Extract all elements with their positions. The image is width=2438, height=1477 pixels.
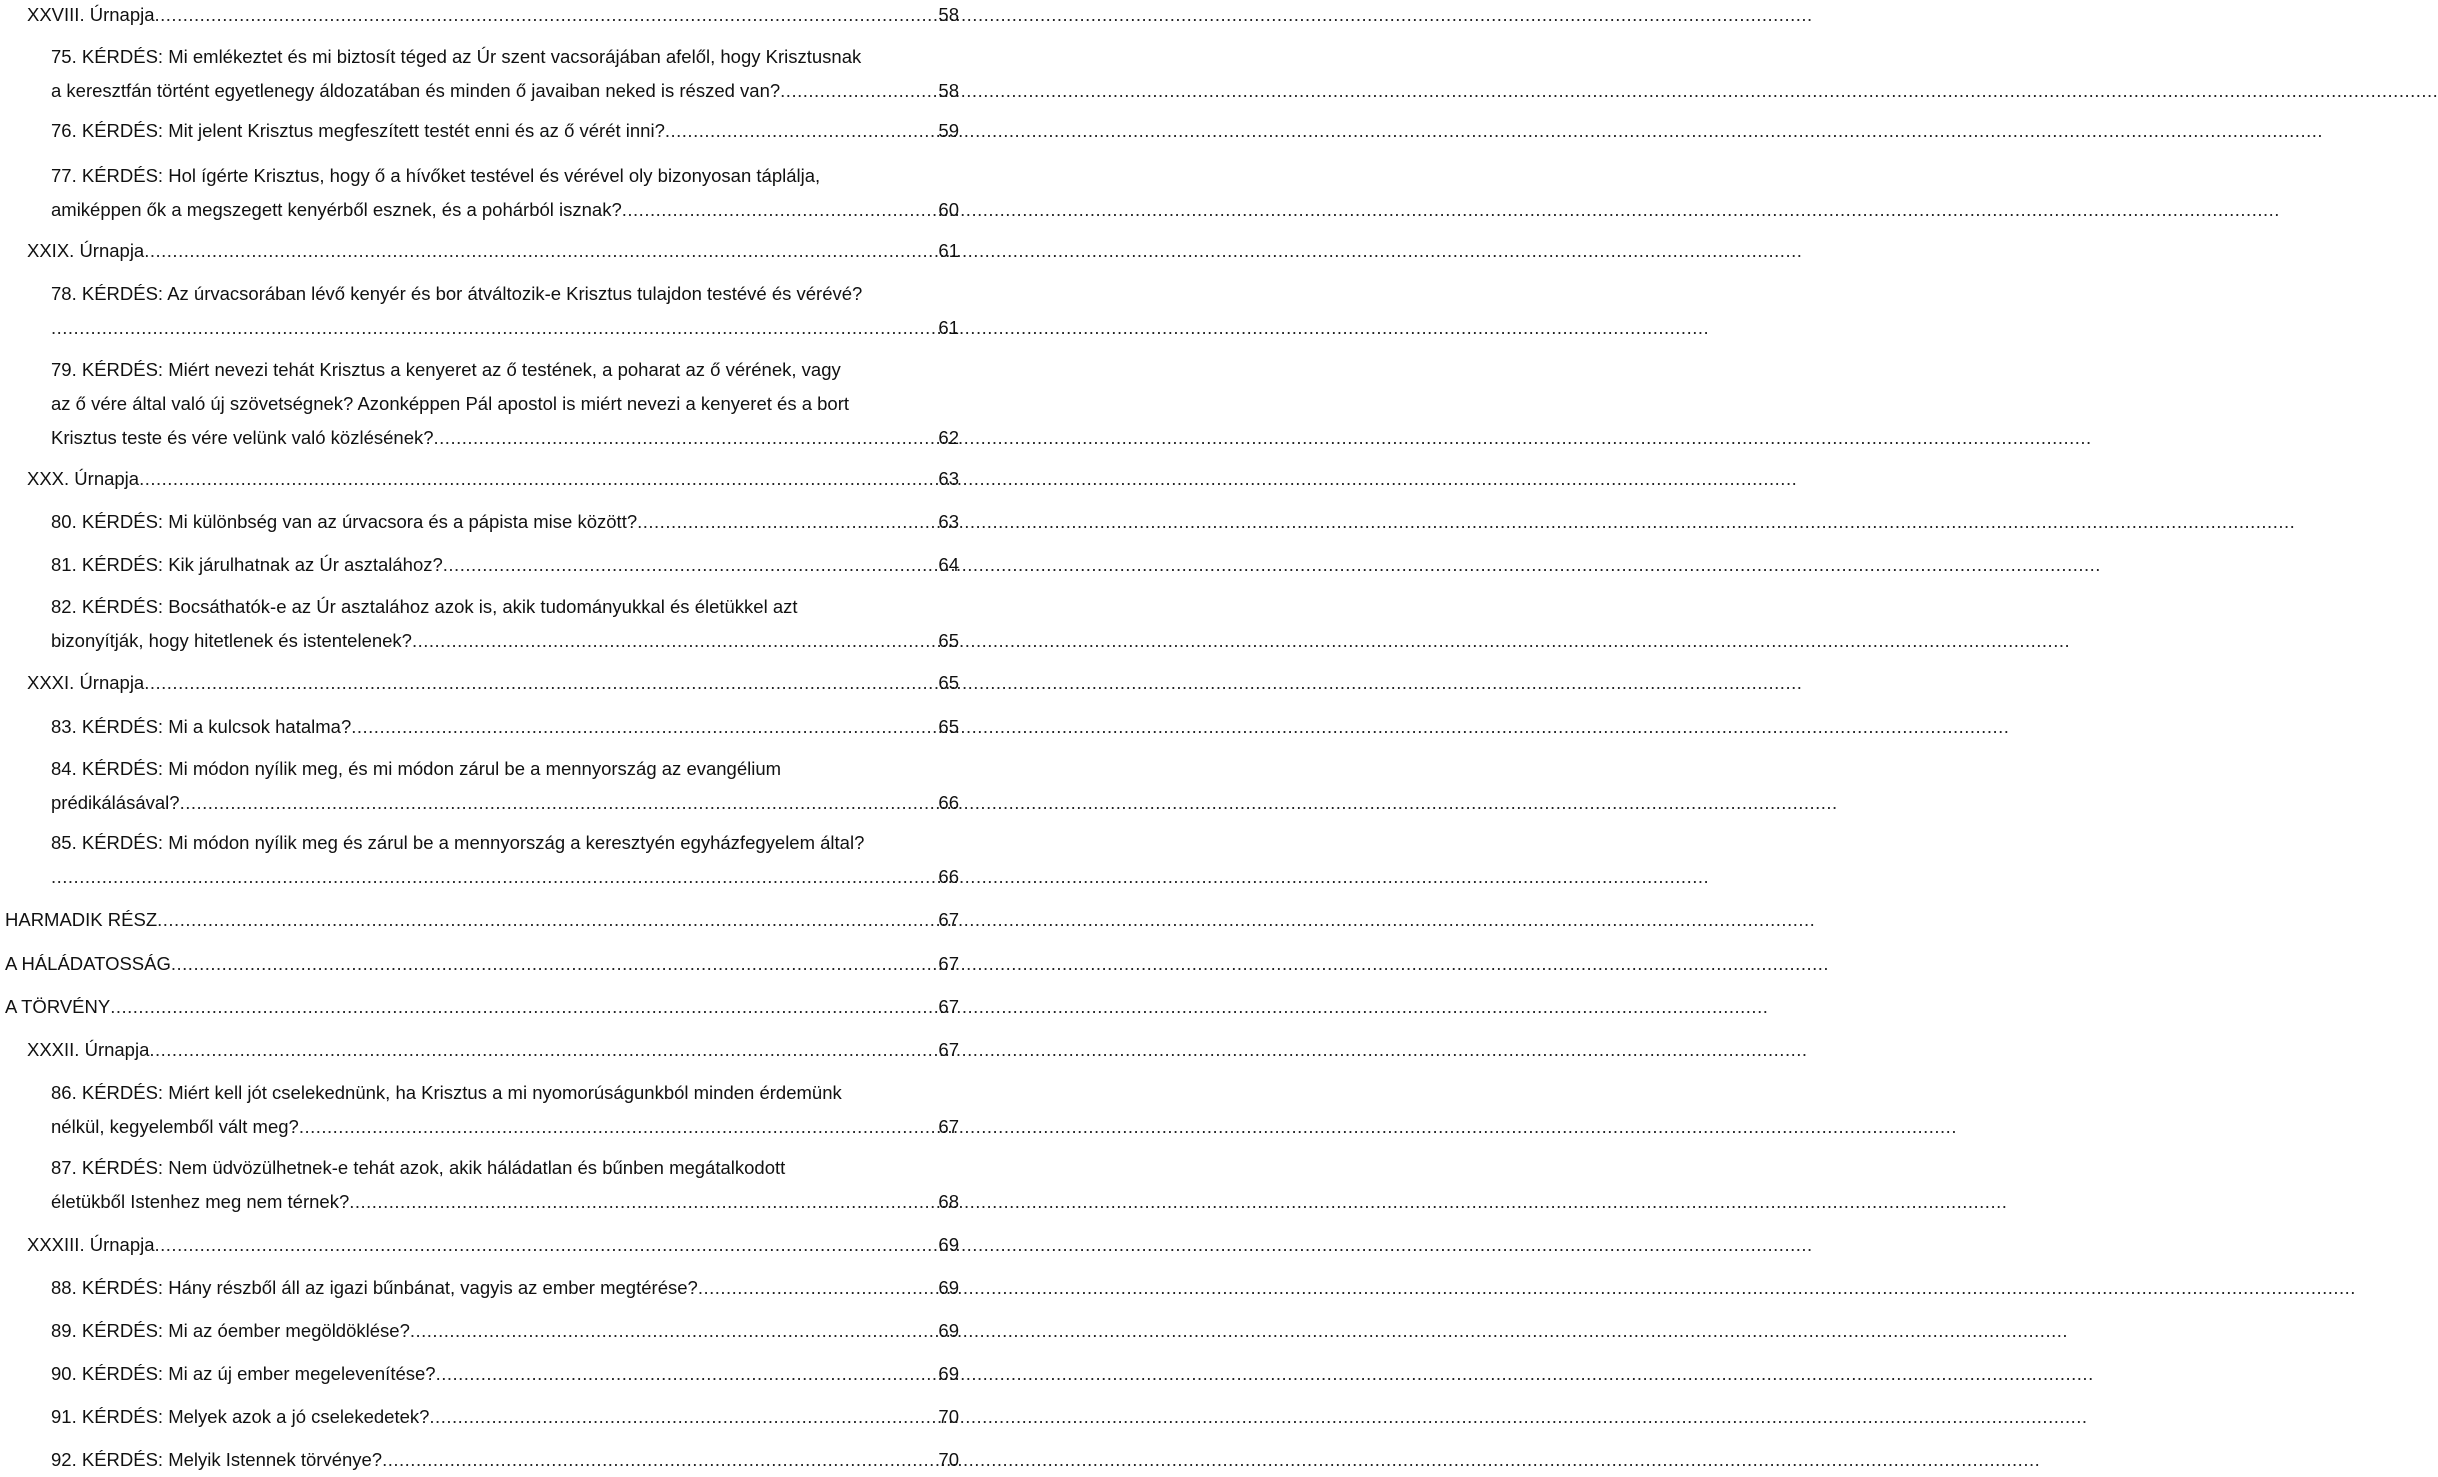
dot-leader — [299, 1110, 937, 1144]
dot-leader — [436, 1357, 937, 1391]
toc-entry-title-line-2: a keresztfán történt egyetlenegy áldozatában és minden ő javaiban neked is részed van? — [51, 80, 781, 101]
dot-leader — [637, 505, 936, 539]
toc-page-number: 70 — [938, 1449, 959, 1470]
toc-entry-title-line-1: 79. KÉRDÉS: Miért nevezi tehát Krisztus a kenyeret az ő testének, a poharat az ő vérének, vagy — [51, 359, 841, 380]
toc-entry-title: 91. KÉRDÉS: Melyek azok a jó cselekedetek? — [51, 1406, 430, 1427]
toc-entry-title-line-1: 75. KÉRDÉS: Mi emlékeztet és mi biztosít téged az Úr szent vacsorájában afelől, hogy Krisztusnak — [51, 46, 862, 67]
toc-entry-title-line-1: 87. KÉRDÉS: Nem üdvözülhetnek-e tehát azok, akik háládatlan és bűnben megátalkodott — [51, 1157, 786, 1178]
toc-page-number: 61 — [938, 240, 959, 261]
dot-leader — [149, 1033, 936, 1067]
toc-page-number: 69 — [938, 1320, 959, 1341]
toc-entry-title: 80. KÉRDÉS: Mi különbség van az úrvacsora és a pápista mise között? — [51, 511, 638, 532]
toc-page-number: 67 — [938, 1116, 959, 1137]
toc-entry-question-90[interactable] — [0, 1357, 960, 1391]
toc-page-number: 63 — [938, 468, 959, 489]
dot-leader — [157, 903, 936, 937]
toc-page-number: 66 — [938, 792, 959, 813]
dot-leader — [144, 666, 936, 700]
toc-entry-title-line-2: életükből Istenhez meg nem térnek? — [51, 1191, 350, 1212]
toc-page-number: 67 — [938, 909, 959, 930]
toc-entry-title: A HÁLÁDATOSSÁG — [5, 953, 171, 974]
toc-entry-xxxii-urnapja[interactable] — [0, 1033, 960, 1067]
toc-entry-harmadik-resz[interactable] — [0, 903, 960, 937]
toc-entry-question-82[interactable] — [0, 590, 960, 658]
toc-entry-title-line-2: prédikálásával? — [51, 792, 180, 813]
toc-page-number: 61 — [938, 317, 959, 338]
toc-entry-title: 92. KÉRDÉS: Melyik Istennek törvénye? — [51, 1449, 383, 1470]
dot-leader — [110, 990, 936, 1024]
toc-page-number: 69 — [938, 1234, 959, 1255]
toc-entry-title-line-1: 85. KÉRDÉS: Mi módon nyílik meg és zárul be a mennyország a keresztyén egyházfegyelem által? — [51, 832, 865, 853]
toc-page-number: 68 — [938, 1191, 959, 1212]
dot-leader — [622, 193, 937, 227]
toc-entry-xxx-urnapja[interactable] — [0, 462, 960, 496]
toc-entry-xxxi-urnapja[interactable] — [0, 666, 960, 700]
dot-leader — [51, 311, 936, 345]
toc-entry-question-92[interactable] — [0, 1443, 960, 1477]
toc-entry-question-75[interactable] — [0, 40, 960, 108]
toc-entry-title: 76. KÉRDÉS: Mit jelent Krisztus megfeszített testét enni és az ő vérét inni? — [51, 120, 665, 141]
toc-page-number: 66 — [938, 866, 959, 887]
dot-leader — [410, 1314, 937, 1348]
toc-page-number: 63 — [938, 511, 959, 532]
toc-entry-question-76[interactable] — [0, 114, 960, 148]
dot-leader — [349, 1185, 936, 1219]
toc-entry-title: XXIX. Úrnapja — [27, 240, 145, 261]
toc-entry-question-81[interactable] — [0, 548, 960, 582]
dot-leader — [351, 710, 936, 744]
toc-entry-title-line-1: 77. KÉRDÉS: Hol ígérte Krisztus, hogy ő a hívőket testével és vérével oly bizonyosan táplálja, — [51, 165, 821, 186]
toc-page-number: 58 — [938, 4, 959, 25]
toc-page-number: 69 — [938, 1277, 959, 1298]
toc-page-number: 64 — [938, 554, 959, 575]
toc-page-number: 60 — [938, 199, 959, 220]
dot-leader — [171, 947, 937, 981]
toc-page-number: 70 — [938, 1406, 959, 1427]
toc-entry-title: XXXII. Úrnapja — [27, 1039, 150, 1060]
toc-entry-a-haladatossag[interactable] — [0, 947, 960, 981]
toc-entry-title-line-1: 86. KÉRDÉS: Miért kell jót cselekednünk, ha Krisztus a mi nyomorúságunkból minden érdemünk — [51, 1082, 842, 1103]
toc-entry-question-83[interactable] — [0, 710, 960, 744]
toc-entry-title-line-2: nélkül, kegyelemből vált meg? — [51, 1116, 299, 1137]
toc-entry-title-line-1: 78. KÉRDÉS: Az úrvacsorában lévő kenyér és bor átváltozik-e Krisztus tulajdon testévé és vérévé? — [51, 283, 863, 304]
dot-leader — [780, 74, 936, 108]
toc-entry-title: XXVIII. Úrnapja — [27, 4, 155, 25]
dot-leader — [429, 1400, 936, 1434]
toc-entry-question-88[interactable] — [0, 1271, 960, 1305]
dot-leader — [382, 1443, 936, 1477]
toc-entry-title: 89. KÉRDÉS: Mi az óember megöldöklése? — [51, 1320, 410, 1341]
toc-entry-title: 83. KÉRDÉS: Mi a kulcsok hatalma? — [51, 716, 352, 737]
toc-entry-title: XXXI. Úrnapja — [27, 672, 145, 693]
toc-page-number: 67 — [938, 953, 959, 974]
dot-leader — [443, 548, 937, 582]
toc-page-number: 65 — [938, 716, 959, 737]
toc-entry-xxix-urnapja[interactable] — [0, 234, 960, 268]
toc-entry-title-line-1: 82. KÉRDÉS: Bocsáthatók-e az Úr asztalához azok is, akik tudományukkal és életükkel azt — [51, 596, 798, 617]
toc-page-number: 65 — [938, 672, 959, 693]
dot-leader — [51, 860, 936, 894]
toc-entry-question-79[interactable] — [0, 353, 960, 455]
toc-entry-a-torveny[interactable] — [0, 990, 960, 1024]
toc-entry-question-86[interactable] — [0, 1076, 960, 1144]
toc-entry-title: 88. KÉRDÉS: Hány részből áll az igazi bűnbánat, vagyis az ember megtérése? — [51, 1277, 698, 1298]
toc-entry-title: 90. KÉRDÉS: Mi az új ember megelevenítése? — [51, 1363, 436, 1384]
toc-entry-title: 81. KÉRDÉS: Kik járulhatnak az Úr asztalához? — [51, 554, 443, 575]
toc-page-number: 58 — [938, 80, 959, 101]
dot-leader — [139, 462, 936, 496]
toc-entry-xxxiii-urnapja[interactable] — [0, 1228, 960, 1262]
toc-page-number: 59 — [938, 120, 959, 141]
toc-entry-question-85[interactable] — [0, 826, 960, 894]
toc-entry-question-84[interactable] — [0, 752, 960, 820]
toc-entry-title: A TÖRVÉNY — [5, 996, 111, 1017]
dot-leader — [698, 1271, 937, 1305]
toc-entry-question-77[interactable] — [0, 159, 960, 227]
toc-entry-title: XXX. Úrnapja — [27, 468, 140, 489]
dot-leader — [155, 0, 937, 32]
toc-entry-title-line-3: Krisztus teste és vére velünk való közlésének? — [51, 427, 434, 448]
dot-leader — [665, 114, 937, 148]
toc-entry-title-line-1: 84. KÉRDÉS: Mi módon nyílik meg, és mi módon zárul be a mennyország az evangélium — [51, 758, 782, 779]
toc-page-number: 62 — [938, 427, 959, 448]
toc-page-number: 65 — [938, 630, 959, 651]
dot-leader — [180, 786, 937, 820]
dot-leader — [155, 1228, 937, 1262]
toc-entry-title-line-2: bizonyítják, hogy hitetlenek és istentelenek? — [51, 630, 412, 651]
toc-page-number: 67 — [938, 996, 959, 1017]
toc-entry-title-line-2: amiképpen ők a megszegett kenyérből esznek, és a pohárból isznak? — [51, 199, 622, 220]
toc-entry-question-80[interactable] — [0, 505, 960, 539]
toc-page-number: 67 — [938, 1039, 959, 1060]
dot-leader — [144, 234, 936, 268]
toc-page-number: 69 — [938, 1363, 959, 1384]
dot-leader — [434, 421, 937, 455]
toc-entry-question-78[interactable] — [0, 277, 960, 345]
toc-entry-question-91[interactable] — [0, 1400, 960, 1434]
dot-leader — [412, 624, 936, 658]
toc-entry-title: HARMADIK RÉSZ — [5, 909, 158, 930]
toc-entry-title: XXXIII. Úrnapja — [27, 1234, 155, 1255]
toc-entry-question-87[interactable] — [0, 1151, 960, 1219]
toc-entry-question-89[interactable] — [0, 1314, 960, 1348]
toc-entry-xxviii-urnapja[interactable] — [0, 0, 960, 32]
toc-entry-title-line-2: az ő vére által való új szövetségnek? Azonképpen Pál apostol is miért nevezi a kenyeret és a bort — [51, 393, 850, 414]
